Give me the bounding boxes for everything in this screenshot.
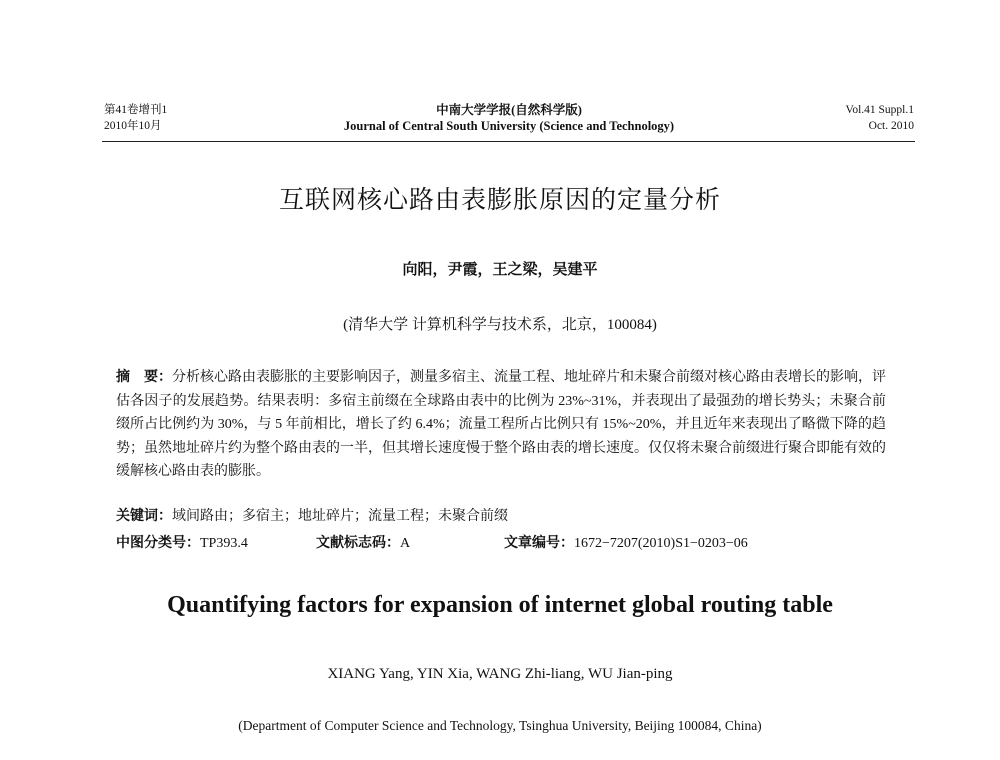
volume-issue-en: Vol.41 Suppl.1 xyxy=(845,104,914,116)
clc-value: TP393.4 xyxy=(200,536,248,551)
date-cn: 2010年10月 xyxy=(104,120,162,132)
journal-name-en: Journal of Central South University (Science and Technology) xyxy=(343,119,675,133)
clc-number xyxy=(116,534,248,554)
article-number xyxy=(504,534,748,554)
document-code xyxy=(316,534,410,554)
article-number-value: 1672−7207(2010)S1−0203−06 xyxy=(574,536,748,551)
header-center xyxy=(104,102,914,134)
abstract-label: 摘 要： xyxy=(116,370,172,385)
paper-title-en: Quantifying factors for expansion of internet global routing table xyxy=(167,592,833,618)
abstract-cn xyxy=(116,366,886,484)
keywords-text: 域间路由；多宿主；地址碎片；流量工程；未聚合前缀 xyxy=(172,509,508,524)
clc-label: 中图分类号： xyxy=(116,536,200,551)
authors-cn: 向阳，尹霞，王之梁，吴建平 xyxy=(402,262,598,278)
volume-issue-cn: 第41卷增刊1 xyxy=(104,104,168,116)
header-right xyxy=(846,102,914,134)
journal-name-cn: 中南大学学报(自然科学版) xyxy=(436,103,582,117)
classification-line xyxy=(116,534,886,556)
page-header xyxy=(104,102,914,142)
paper-title-cn: 互联网核心路由表膨胀原因的定量分析 xyxy=(278,187,721,214)
affiliation-en: (Department of Computer Science and Technology, Tsinghua University, Beijing 100084, China) xyxy=(238,718,762,733)
article-number-label: 文章编号： xyxy=(504,536,574,551)
keywords-cn xyxy=(116,507,886,527)
abstract-text: 分析核心路由表膨胀的主要影响因子，测量多宿主、流量工程、地址碎片和未聚合前缀对核心路由表增长的影响，评估各因子的发展趋势。结果表明：多宿主前缀在全球路由表中的比例为 23%~31%，并表现出了最强劲的增长势头；未聚合前缀所占比例约为 30%，与 5 年前相比，增长了约 6.4%；流量工程所占比例只有 15%~20%，并且近年来表现出了略微下降的趋势；虽然地址碎片约为整个路由表的一半，但其增长速度慢于整个路由表的增长速度。仅仅将未聚合前缀进行聚合即能有效的缓解核心路由表的膨胀。 xyxy=(116,370,886,479)
keywords-label: 关键词： xyxy=(116,509,172,524)
affiliation-cn: (清华大学 计算机科学与技术系，北京，100084) xyxy=(343,317,657,333)
date-en: Oct. 2010 xyxy=(868,120,914,132)
authors-en: XIANG Yang, YIN Xia, WANG Zhi-liang, WU Jian-ping xyxy=(327,666,673,682)
doc-code-value: A xyxy=(400,536,411,551)
doc-code-label: 文献标志码： xyxy=(316,536,400,551)
header-rule xyxy=(102,141,915,142)
